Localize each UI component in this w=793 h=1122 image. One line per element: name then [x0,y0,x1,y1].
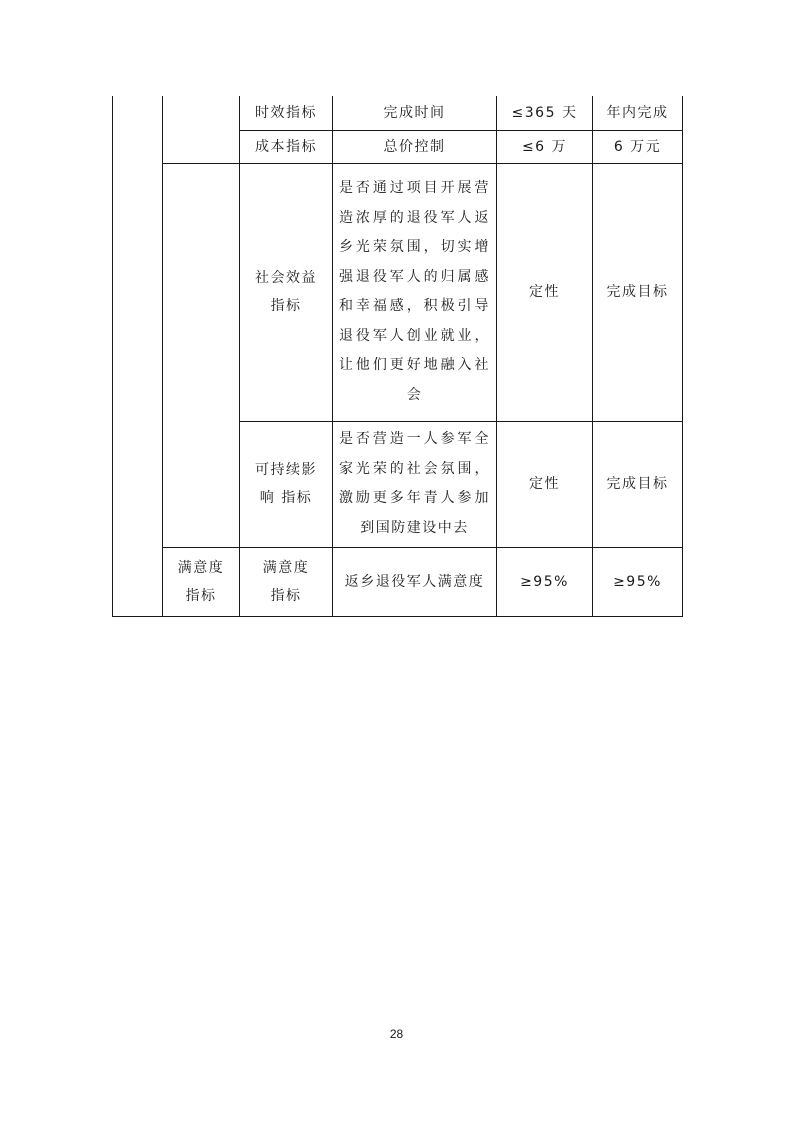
table-cell-indicator: 完成时间 [333,96,497,130]
table-cell-level2 [163,547,240,616]
table-cell-level1 [113,96,163,616]
table-cell-target: ≥95% [497,547,593,616]
table-cell-subcategory: 时效指标 [240,96,333,130]
performance-indicator-table [112,96,683,617]
table-cell-indicator: 是否通过项目开展营造浓厚的退役军人返乡光荣氛围，切实增强退役军人的归属感和幸福感，积极引导退役军人创业就业，让他们更好地融入社会 [333,163,497,421]
page-number: 28 [389,1027,404,1041]
table-cell-actual: ≥95% [593,547,683,616]
table-row [113,96,683,130]
table-cell-subcategory: 成本指标 [240,130,333,163]
table-cell-indicator: 总价控制 [333,130,497,163]
table-cell-actual: 完成目标 [593,163,683,421]
subcategory-line: 社会效益 [255,270,317,286]
table-cell-target: ≤6 万 [497,130,593,163]
table-row [113,547,683,616]
table-cell-level2 [163,96,240,163]
table-cell-target: 定性 [497,421,593,547]
table-cell-target: 定性 [497,163,593,421]
subcategory-line: 可持续影 [255,462,317,478]
table-cell-indicator: 是否营造一人参军全家光荣的社会氛围，激励更多年青人参加到国防建设中去 [333,421,497,547]
table-cell-actual: 年内完成 [593,96,683,130]
table-cell-subcategory [240,421,333,547]
subcategory-line: 满意度 [262,559,310,576]
table-row [113,163,683,421]
table-cell-subcategory [240,547,333,616]
subcategory-line: 指标 [270,587,302,604]
category-line: 指标 [185,587,217,604]
table-cell-actual: 完成目标 [593,421,683,547]
subcategory-line: 指标 [270,298,302,314]
table-cell-subcategory [240,163,333,421]
table-cell-target: ≤365 天 [497,96,593,130]
table-cell-level2 [163,163,240,547]
category-line: 满意度 [177,559,225,576]
table-cell-actual: 6 万元 [593,130,683,163]
subcategory-line: 响 指标 [259,490,313,506]
table-cell-indicator: 返乡退役军人满意度 [333,547,497,616]
